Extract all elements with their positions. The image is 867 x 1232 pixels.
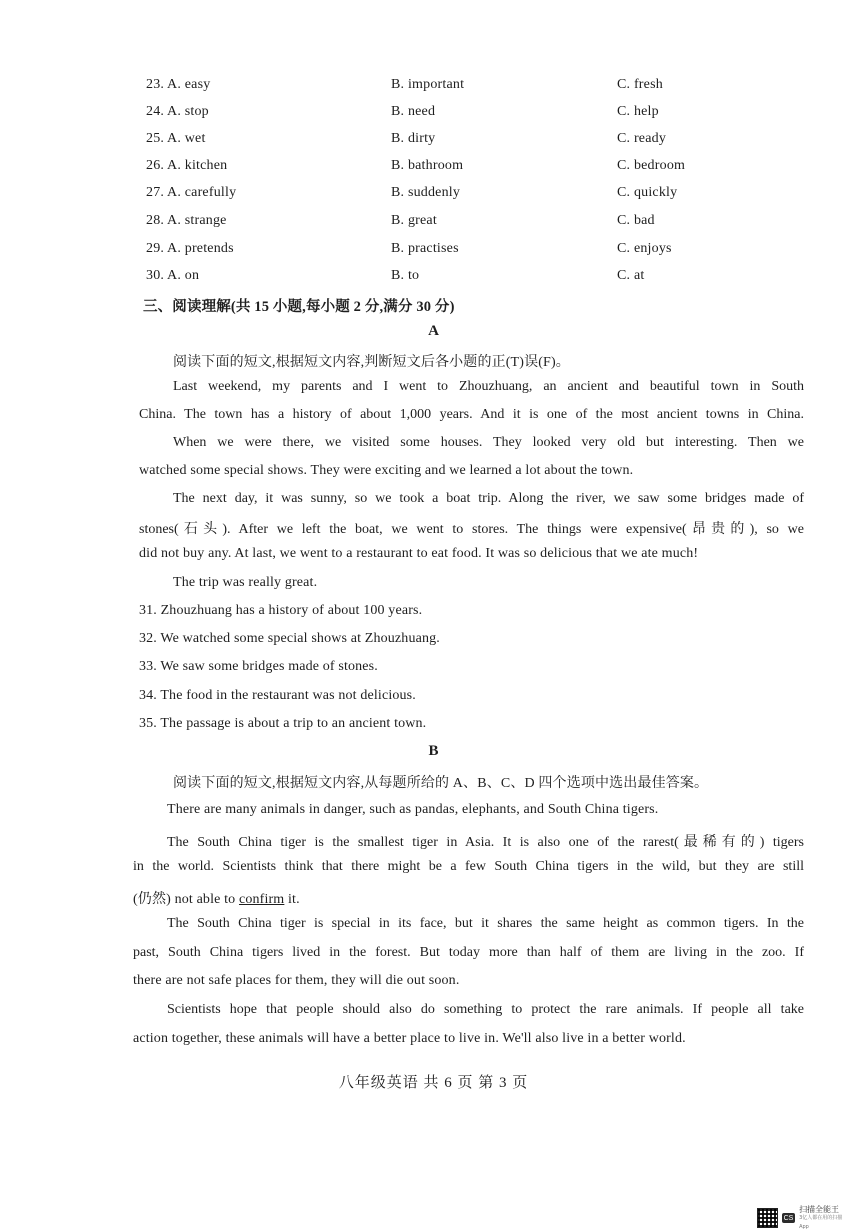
option-a: 29. A. pretends — [146, 241, 234, 256]
badge-text — [799, 1205, 849, 1232]
option-c: C. bad — [617, 213, 655, 228]
option-b: B. need — [391, 104, 436, 119]
option-row — [0, 213, 867, 233]
option-row — [0, 104, 867, 124]
cs-logo-icon: CS — [783, 1214, 794, 1222]
option-c: C. enjoys — [617, 241, 672, 256]
passage-b-line: There are many animals in danger, such as pandas, elephants, and South China tigers. — [167, 802, 659, 817]
question-item: 34. The food in the restaurant was not delicious. — [139, 688, 416, 703]
passage-a-line: did not buy any. At last, we went to a restaurant to eat food. It was so delicious that we ate much! — [139, 546, 699, 561]
passage-a-line: watched some special shows. They were exciting and we learned a lot about the town. — [139, 463, 634, 478]
passage-b-text: it. — [284, 892, 300, 907]
passage-b-line: action together, these animals will have a better place to live in. We'll also live in a better world. — [133, 1031, 686, 1046]
passage-a-line: The trip was really great. — [173, 575, 318, 590]
badge-subtitle: 3亿人都在用的扫描App — [799, 1214, 843, 1230]
option-b: B. dirty — [391, 131, 436, 146]
option-c: C. help — [617, 104, 659, 119]
passage-a-line: Last weekend, my parents and I went to Zhouzhuang, an ancient and beautiful town in South — [173, 379, 804, 394]
option-a: 23. A. easy — [146, 77, 211, 92]
page-footer: 八年级英语 共 6 页 第 3 页 — [338, 1075, 529, 1091]
passage-b-line: there are not safe places for them, they will die out soon. — [133, 973, 460, 988]
option-c: C. bedroom — [617, 158, 686, 173]
passage-b-line: Scientists hope that people should also do something to protect the rare animals. If people all take — [167, 1002, 804, 1017]
passage-b-label: B — [428, 743, 439, 759]
option-row — [0, 131, 867, 151]
option-a: 24. A. stop — [146, 104, 209, 119]
passage-b-line — [133, 888, 300, 908]
underlined-word: confirm — [238, 892, 285, 907]
option-row — [0, 268, 867, 288]
passage-a-line: When we were there, we visited some houses. They looked very old but interesting. Then we — [173, 435, 804, 450]
question-item: 33. We saw some bridges made of stones. — [139, 659, 378, 674]
option-a: 28. A. strange — [146, 213, 227, 228]
passage-b-line: The South China tiger is the smallest tiger in Asia. It is also one of the rarest(最稀有的) tigers — [167, 835, 804, 850]
option-row — [0, 158, 867, 178]
badge-title: 扫描全能王 — [799, 1204, 840, 1214]
option-a: 25. A. wet — [146, 131, 206, 146]
passage-a-instruction: 阅读下面的短文,根据短文内容,判断短文后各小题的正(T)误(F)。 — [173, 355, 570, 370]
section-heading: 三、阅读理解(共 15 小题,每小题 2 分,满分 30 分) — [143, 299, 455, 315]
option-b: B. practises — [391, 241, 459, 256]
option-row — [0, 241, 867, 261]
option-c: C. at — [617, 268, 645, 283]
question-item: 31. Zhouzhuang has a history of about 100 years. — [139, 603, 423, 618]
option-row — [0, 185, 867, 205]
passage-b-line: in the world. Scientists think that there might be a few South China tigers in the wild, but they are still — [133, 859, 804, 874]
option-a: 30. A. on — [146, 268, 200, 283]
option-c: C. fresh — [617, 77, 663, 92]
question-item: 35. The passage is about a trip to an ancient town. — [139, 716, 427, 731]
passage-b-instruction: 阅读下面的短文,根据短文内容,从每题所给的 A、B、C、D 四个选项中选出最佳答案。 — [173, 776, 709, 791]
option-b: B. important — [391, 77, 465, 92]
scanner-watermark — [757, 1204, 849, 1230]
option-b: B. to — [391, 268, 420, 283]
passage-b-text: (仍然) not able to — [133, 892, 239, 907]
option-c: C. quickly — [617, 185, 678, 200]
option-a: 26. A. kitchen — [146, 158, 228, 173]
option-row — [0, 77, 867, 97]
question-item: 32. We watched some special shows at Zhouzhuang. — [139, 631, 440, 646]
option-c: C. ready — [617, 131, 667, 146]
passage-b-line: The South China tiger is special in its face, but it shares the same height as common tigers. In the — [167, 916, 804, 931]
qr-code-icon — [757, 1208, 778, 1228]
passage-b-line: past, South China tigers lived in the forest. But today more than half of them are living in the zoo. If — [133, 945, 804, 960]
passage-a-line: China. The town has a history of about 1,000 years. And it is one of the most ancient towns in China. — [139, 407, 804, 422]
option-a: 27. A. carefully — [146, 185, 237, 200]
passage-a-line: stones(石头). After we left the boat, we went to stores. The things were expensive(昂贵的), so we — [139, 522, 804, 537]
option-b: B. great — [391, 213, 437, 228]
passage-a-line: The next day, it was sunny, so we took a boat trip. Along the river, we saw some bridges made of — [173, 491, 804, 506]
option-b: B. suddenly — [391, 185, 461, 200]
option-b: B. bathroom — [391, 158, 464, 173]
passage-a-label: A — [428, 323, 439, 339]
